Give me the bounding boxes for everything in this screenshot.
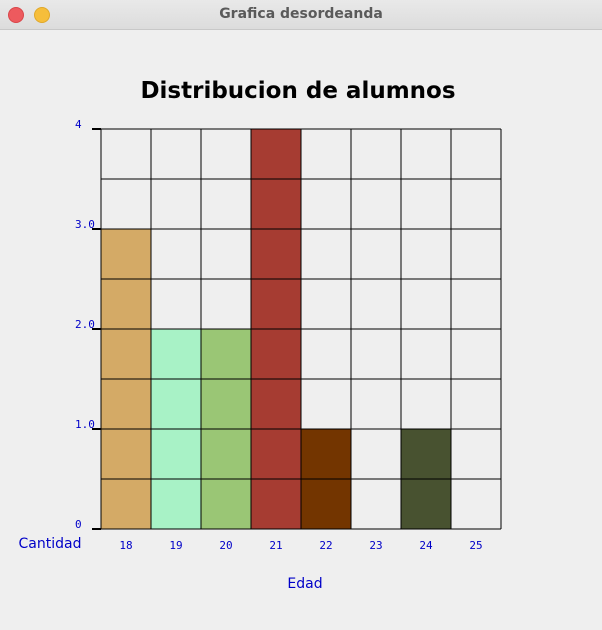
x-tick-label: 24 xyxy=(419,539,433,552)
x-axis-label: Edad xyxy=(287,576,323,592)
y-axis-label: Cantidad xyxy=(18,536,82,552)
x-tick-label: 20 xyxy=(219,539,233,552)
y-tick-label: 1.0 xyxy=(75,418,95,431)
y-tick-label: 0 xyxy=(75,518,82,531)
y-tick-label: 3.0 xyxy=(75,218,95,231)
window-title: Grafica desordeanda xyxy=(219,6,383,22)
x-tick-label: 25 xyxy=(469,539,483,552)
x-tick-label: 21 xyxy=(269,539,283,552)
y-tick-label: 2.0 xyxy=(75,318,95,331)
y-tick-label: 4 xyxy=(75,118,82,131)
x-tick-label: 23 xyxy=(369,539,383,552)
x-tick-label: 18 xyxy=(119,539,133,552)
x-tick-label: 19 xyxy=(169,539,183,552)
chart-title: Distribucion de alumnos xyxy=(140,78,456,104)
x-tick-label: 22 xyxy=(319,539,333,552)
